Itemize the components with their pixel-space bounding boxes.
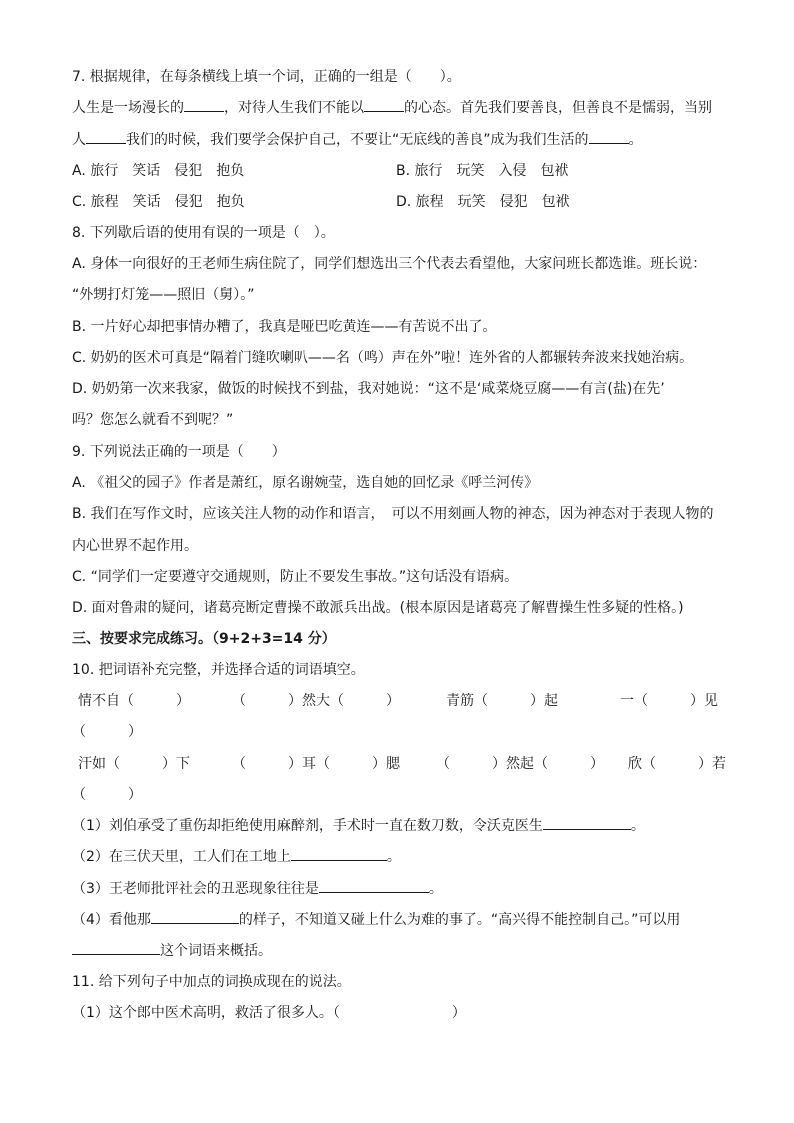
word-fill-2[interactable]: （ ）然大（ ） xyxy=(232,693,400,709)
q7-stem: 7. 根据规律，在每条横线上填一个词，正确的一组是（ ）。 xyxy=(72,69,461,85)
blank[interactable] xyxy=(543,817,631,830)
blank[interactable] xyxy=(364,99,404,112)
q8-option-d-cont: 吗？您怎么就看不到呢？” xyxy=(72,412,234,428)
q7-option-d[interactable]: D. 旅程 玩笑 侵犯 包袱 xyxy=(396,194,570,210)
blank[interactable] xyxy=(151,911,239,924)
word-fill-5[interactable]: 汗如（ ）下 xyxy=(78,756,190,772)
blank[interactable] xyxy=(86,131,126,144)
word-fill-4-cont[interactable]: （ ） xyxy=(72,724,142,740)
blank[interactable] xyxy=(291,848,387,861)
q10-sentence-1: （1）刘伯承受了重伤却拒绝使用麻醉剂，手术时一直在数刀数，令沃克医生 。 xyxy=(72,818,645,834)
blank[interactable] xyxy=(184,99,224,112)
q10-sentence-2: （2）在三伏天里，工人们在工地上 。 xyxy=(72,849,401,865)
word-fill-8[interactable]: 欣（ ）若 xyxy=(628,756,726,772)
word-fill-1[interactable]: 情不自（ ） xyxy=(78,693,190,709)
blank[interactable] xyxy=(319,880,429,893)
q10-sentence-4: （4）看他那 的样子，不知道又碰上什么为难的事了。“高兴得不能控制自己。”可以用 xyxy=(72,912,681,928)
q8-stem: 8. 下列歇后语的使用有误的一项是（ ）。 xyxy=(72,225,335,241)
word-fill-6[interactable]: （ ）耳（ ）腮 xyxy=(232,756,400,772)
q10-stem: 10. 把词语补充完整，并选择合适的词语填空。 xyxy=(72,662,365,678)
q10-sentence-4-cont: 这个词语来概括。 xyxy=(72,942,272,960)
q9-option-c[interactable]: C. “同学们一定要遵守交通规则，防止不要发生事故。”这句话没有语病。 xyxy=(72,569,519,585)
q8-option-b[interactable]: B. 一片好心却把事情办糟了，我真是哑巴吃黄连——有苦说不出了。 xyxy=(72,319,497,335)
word-fill-7[interactable]: （ ）然起（ ） xyxy=(436,756,604,772)
q7-passage-line-1: 人生是一场漫长的 ，对待人生我们不能以 的心态。首先我们要善良，但善良不是懦弱，当别 xyxy=(72,100,712,116)
q8-option-c[interactable]: C. 奶奶的医术可真是“隔着门缝吹喇叭——名（鸣）声在外”啦！连外省的人都辗转奔波来找她治病。 xyxy=(72,350,694,366)
q9-stem: 9. 下列说法正确的一项是（ ） xyxy=(72,444,286,460)
q9-option-d[interactable]: D. 面对鲁肃的疑问，诸葛亮断定曹操不敢派兵出战。(根本原因是诸葛亮了解曹操生性多疑的性格。) xyxy=(72,600,684,616)
word-fill-4[interactable]: 一（ ）见 xyxy=(620,693,718,709)
word-fill-3[interactable]: 青筋（ ）起 xyxy=(446,693,558,709)
q11-stem: 11. 给下列句子中加点的词换成现在的说法。 xyxy=(72,974,351,990)
q7-option-b[interactable]: B. 旅行 玩笑 入侵 包袱 xyxy=(396,163,569,179)
q9-option-b-cont: 内心世界不起作用。 xyxy=(72,538,198,554)
q10-sentence-3: （3）王老师批评社会的丑恶现象往往是 。 xyxy=(72,881,443,897)
section-heading: 三、按要求完成练习。（9+2+3=14 分） xyxy=(72,631,336,647)
q7-option-c[interactable]: C. 旅程 笑话 侵犯 抱负 xyxy=(72,194,245,210)
q7-passage-line-2: 人 我们的时候，我们要学会保护自己，不要让“无底线的善良”成为我们生活的 。 xyxy=(72,132,643,148)
q8-option-a-cont: “外甥打灯笼——照旧（舅）。” xyxy=(72,287,255,303)
q9-option-b[interactable]: B. 我们在写作文时，应该关注人物的动作和语言， 可以不用刻画人物的神态，因为神态对于表现人物的 xyxy=(72,506,714,522)
q11-sentence-1[interactable]: （1）这个郎中医术高明，救活了很多人。（ ） xyxy=(72,1005,466,1021)
q8-option-d[interactable]: D. 奶奶第一次来我家，做饭的时候找不到盐，我对她说：“这不是‘咸菜烧豆腐——有言(盐)在先’ xyxy=(72,381,665,397)
word-fill-8-cont[interactable]: （ ） xyxy=(72,787,142,803)
q7-option-a[interactable]: A. 旅行 笑话 侵犯 抱负 xyxy=(72,163,245,179)
q9-option-a[interactable]: A. 《祖父的园子》作者是萧红，原名谢婉莹，选自她的回忆录《呼兰河传》 xyxy=(72,475,539,491)
blank[interactable] xyxy=(589,131,629,144)
q8-option-a[interactable]: A. 身体一向很好的王老师生病住院了，同学们想选出三个代表去看望他，大家问班长都选谁。班长说： xyxy=(72,256,707,272)
blank[interactable] xyxy=(72,942,160,955)
